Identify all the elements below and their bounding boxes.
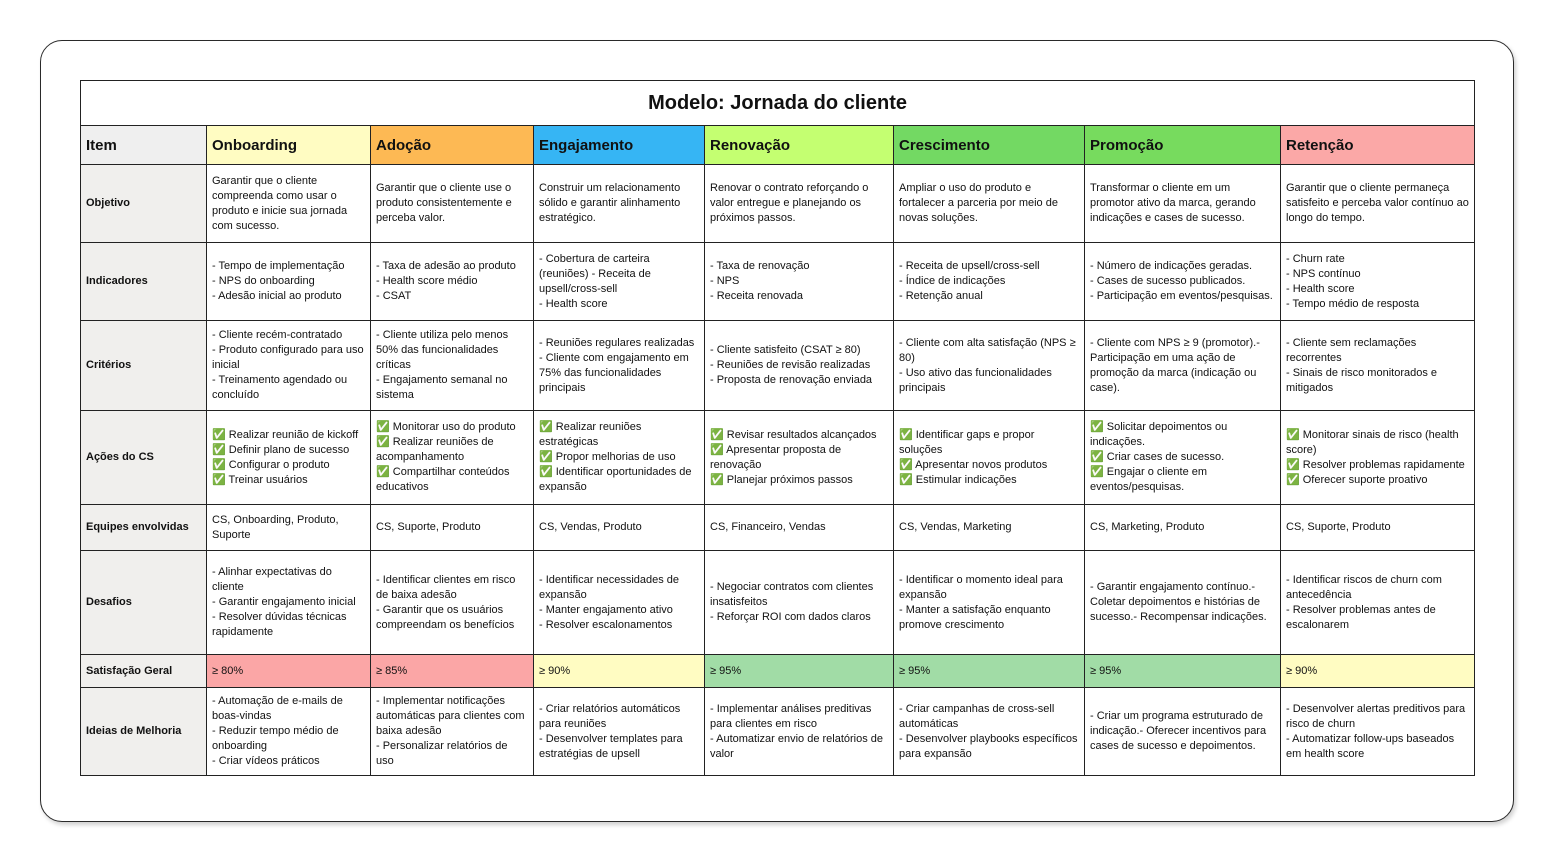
table-cell: - Implementar notificações automáticas para clientes com baixa adesão - Personalizar relatórios de uso <box>371 688 534 776</box>
table-row <box>81 551 1475 655</box>
table-cell: - Tempo de implementação - NPS do onboarding - Adesão inicial ao produto <box>207 243 371 321</box>
table-cell: - Alinhar expectativas do cliente - Garantir engajamento inicial - Resolver dúvidas técnicas rapidamente <box>207 551 371 655</box>
table-cell: - Taxa de renovação - NPS - Receita renovada <box>705 243 894 321</box>
satisfaction-cell: ≥ 95% <box>894 655 1085 688</box>
table-cell: CS, Vendas, Marketing <box>894 505 1085 551</box>
table-row <box>81 321 1475 411</box>
table-cell: Garantir que o cliente permaneça satisfeito e perceba valor contínuo ao longo do tempo. <box>1281 165 1475 243</box>
table-cell: Transformar o cliente em um promotor ativo da marca, gerando indicações e cases de sucesso. <box>1085 165 1281 243</box>
table-cell: ✅ Monitorar uso do produto ✅ Realizar reuniões de acompanhamento ✅ Compartilhar conteúdos educativos <box>371 411 534 505</box>
table-cell: Garantir que o cliente use o produto consistentemente e perceba valor. <box>371 165 534 243</box>
table-cell: Garantir que o cliente compreenda como usar o produto e inicie sua jornada com sucesso. <box>207 165 371 243</box>
table-cell: Construir um relacionamento sólido e garantir alinhamento estratégico. <box>534 165 705 243</box>
satisfaction-cell: ≥ 95% <box>1085 655 1281 688</box>
table-cell: - Criar relatórios automáticos para reuniões - Desenvolver templates para estratégias de upsell <box>534 688 705 776</box>
table-cell: CS, Marketing, Produto <box>1085 505 1281 551</box>
row-label: Equipes envolvidas <box>81 505 207 551</box>
row-label: Critérios <box>81 321 207 411</box>
header-crescimento: Crescimento <box>894 126 1085 165</box>
table-cell: - Receita de upsell/cross-sell - Índice de indicações - Retenção anual <box>894 243 1085 321</box>
table-cell: - Cliente com NPS ≥ 9 (promotor).- Participação em uma ação de promoção da marca (indicação ou case). <box>1085 321 1281 411</box>
header-onboarding: Onboarding <box>207 126 371 165</box>
header-retencao: Retenção <box>1281 126 1475 165</box>
table-cell: - Negociar contratos com clientes insatisfeitos - Reforçar ROI com dados claros <box>705 551 894 655</box>
header-item: Item <box>81 126 207 165</box>
table-cell: - Criar campanhas de cross-sell automáticas - Desenvolver playbooks específicos para expansão <box>894 688 1085 776</box>
row-label: Ações do CS <box>81 411 207 505</box>
table-cell: ✅ Identificar gaps e propor soluções ✅ Apresentar novos produtos ✅ Estimular indicações <box>894 411 1085 505</box>
table-cell: - Cliente sem reclamações recorrentes - Sinais de risco monitorados e mitigados <box>1281 321 1475 411</box>
row-label: Desafios <box>81 551 207 655</box>
table-cell: Renovar o contrato reforçando o valor entregue e planejando os próximos passos. <box>705 165 894 243</box>
table-cell: - Garantir engajamento contínuo.- Coletar depoimentos e histórias de sucesso.- Recompensar indicações. <box>1085 551 1281 655</box>
table-cell: - Identificar clientes em risco de baixa adesão - Garantir que os usuários compreendam os benefícios <box>371 551 534 655</box>
table-cell: - Desenvolver alertas preditivos para risco de churn - Automatizar follow-ups baseados em health score <box>1281 688 1475 776</box>
header-renovacao: Renovação <box>705 126 894 165</box>
table-cell: - Identificar necessidades de expansão - Manter engajamento ativo - Resolver escalonamentos <box>534 551 705 655</box>
table-cell: - Criar um programa estruturado de indicação.- Oferecer incentivos para cases de sucesso e depoimentos. <box>1085 688 1281 776</box>
table-cell: - Cobertura de carteira (reuniões) - Receita de upsell/cross-sell - Health score <box>534 243 705 321</box>
table-cell: - Churn rate - NPS contínuo - Health score - Tempo médio de resposta <box>1281 243 1475 321</box>
satisfaction-cell: ≥ 90% <box>1281 655 1475 688</box>
row-label: Objetivo <box>81 165 207 243</box>
table-cell: CS, Suporte, Produto <box>371 505 534 551</box>
row-label: Indicadores <box>81 243 207 321</box>
satisfaction-cell: ≥ 85% <box>371 655 534 688</box>
table-row <box>81 165 1475 243</box>
table-cell: ✅ Revisar resultados alcançados ✅ Apresentar proposta de renovação ✅ Planejar próximos passos <box>705 411 894 505</box>
table-cell: - Identificar o momento ideal para expansão - Manter a satisfação enquanto promove crescimento <box>894 551 1085 655</box>
table-cell: - Implementar análises preditivas para clientes em risco - Automatizar envio de relatórios de valor <box>705 688 894 776</box>
table-cell: CS, Vendas, Produto <box>534 505 705 551</box>
table-cell: ✅ Solicitar depoimentos ou indicações. ✅ Criar cases de sucesso. ✅ Engajar o cliente em eventos/pesquisas. <box>1085 411 1281 505</box>
table-cell: CS, Onboarding, Produto, Suporte <box>207 505 371 551</box>
table-cell: - Cliente com alta satisfação (NPS ≥ 80) - Uso ativo das funcionalidades principais <box>894 321 1085 411</box>
satisfaction-cell: ≥ 80% <box>207 655 371 688</box>
table-cell: ✅ Monitorar sinais de risco (health score) ✅ Resolver problemas rapidamente ✅ Oferecer suporte proativo <box>1281 411 1475 505</box>
table-cell: Ampliar o uso do produto e fortalecer a parceria por meio de novas soluções. <box>894 165 1085 243</box>
header-row <box>81 126 1475 165</box>
satisfaction-cell: ≥ 95% <box>705 655 894 688</box>
table-cell: - Número de indicações geradas. - Cases de sucesso publicados. - Participação em eventos/pesquisas. <box>1085 243 1281 321</box>
table-cell: CS, Suporte, Produto <box>1281 505 1475 551</box>
table-row <box>81 411 1475 505</box>
journey-table <box>80 80 1475 776</box>
header-engajamento: Engajamento <box>534 126 705 165</box>
table-row <box>81 688 1475 776</box>
row-label: Satisfação Geral <box>81 655 207 688</box>
table-cell: - Reuniões regulares realizadas - Cliente com engajamento em 75% das funcionalidades principais <box>534 321 705 411</box>
satisfaction-cell: ≥ 90% <box>534 655 705 688</box>
table-row <box>81 505 1475 551</box>
table-cell: - Identificar riscos de churn com antecedência - Resolver problemas antes de escalonarem <box>1281 551 1475 655</box>
table-row <box>81 243 1475 321</box>
header-adocao: Adoção <box>371 126 534 165</box>
table-cell: - Cliente recém-contratado - Produto configurado para uso inicial - Treinamento agendado ou concluído <box>207 321 371 411</box>
table-cell: ✅ Realizar reunião de kickoff ✅ Definir plano de sucesso ✅ Configurar o produto ✅ Treinar usuários <box>207 411 371 505</box>
table-cell: - Cliente satisfeito (CSAT ≥ 80) - Reuniões de revisão realizadas - Proposta de renovação enviada <box>705 321 894 411</box>
table-cell: CS, Financeiro, Vendas <box>705 505 894 551</box>
table-cell: ✅ Realizar reuniões estratégicas ✅ Propor melhorias de uso ✅ Identificar oportunidades de expansão <box>534 411 705 505</box>
page-title: Modelo: Jornada do cliente <box>81 81 1475 126</box>
table-cell: - Automação de e-mails de boas-vindas - Reduzir tempo médio de onboarding - Criar vídeos práticos <box>207 688 371 776</box>
row-label: Ideias de Melhoria <box>81 688 207 776</box>
table-row <box>81 655 1475 688</box>
table-cell: - Taxa de adesão ao produto - Health score médio - CSAT <box>371 243 534 321</box>
header-promocao: Promoção <box>1085 126 1281 165</box>
table-cell: - Cliente utiliza pelo menos 50% das funcionalidades críticas - Engajamento semanal no sistema <box>371 321 534 411</box>
